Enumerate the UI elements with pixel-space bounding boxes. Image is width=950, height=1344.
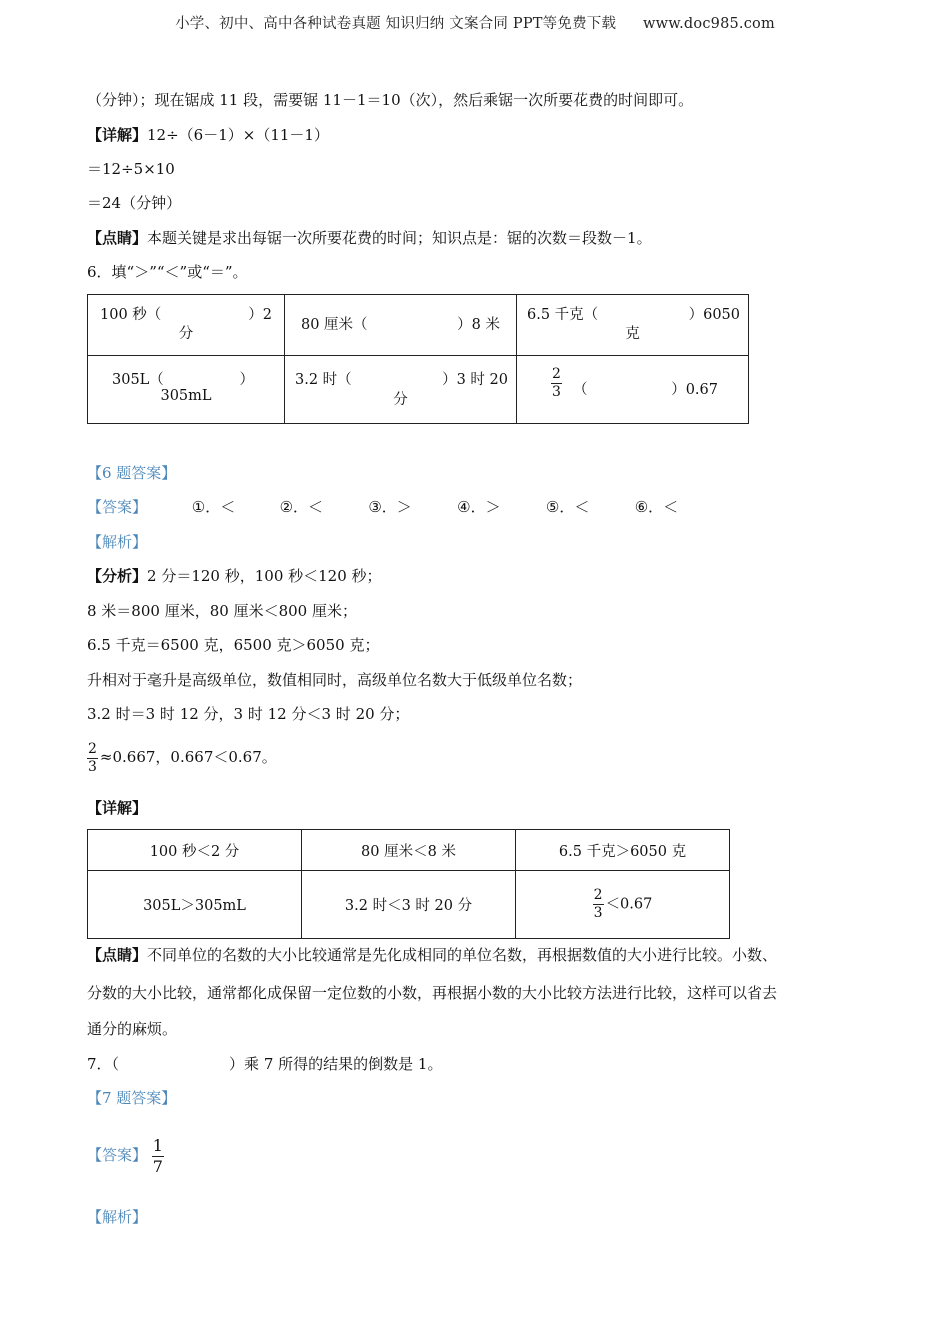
detail-cell: 305L＞305mL — [88, 871, 302, 939]
answer-label: 【答案】 — [87, 498, 148, 516]
q7-title-left: 7．（ — [87, 1055, 120, 1073]
fraction-denominator: 3 — [552, 384, 561, 400]
cell-text: 80 厘米（ — [301, 317, 368, 333]
fraction-numerator: 1 — [152, 1135, 163, 1155]
cell-text: ）6050 — [688, 307, 740, 323]
q6-cell-1 — [88, 295, 285, 356]
fraction-numerator: 2 — [552, 366, 561, 382]
q7-analysis-header: 【解析】 — [87, 1208, 148, 1226]
tip-label: 【点睛】 — [87, 946, 148, 964]
detail-line-2: ＝12÷5×10 — [87, 160, 175, 178]
tip-label: 【点睛】 — [87, 229, 148, 247]
cell-text: ）2 — [248, 307, 272, 323]
tip-line — [87, 228, 652, 248]
detail-cell: 3.2 时＜3 时 20 分 — [302, 871, 516, 939]
detail-label: 【详解】 — [87, 126, 148, 144]
q7-title-right: ）乘 7 所得的结果的倒数是 1。 — [229, 1055, 443, 1073]
page-header — [0, 12, 950, 33]
q6-tip-line-3: 通分的麻烦。 — [87, 1020, 178, 1038]
detail-text: ＜0.67 — [605, 896, 653, 913]
tip-text: 不同单位的名数的大小比较通常是先化成相同的单位名数，再根据数值的大小进行比较。小数、 — [147, 946, 778, 964]
q6-cell-2 — [285, 295, 517, 356]
analysis-line-3: 6.5 千克＝6500 克，6500 克＞6050 克； — [87, 636, 380, 654]
q7-title — [87, 1054, 442, 1074]
analysis-text: 2 分＝120 秒，100 秒＜120 秒； — [147, 567, 382, 585]
q6-answer-header: 【6 题答案】 — [87, 464, 177, 482]
analysis-text: ≈0.667，0.667＜0.67。 — [99, 748, 277, 766]
analysis-line-1 — [87, 566, 382, 586]
q6-tip-line-2: 分数的大小比较，通常都化成保留一定位数的小数，再根据小数的大小比较方法进行比较，这样可以省去 — [87, 984, 778, 1002]
answer-item: ①．＜ — [191, 498, 236, 516]
analysis-label: 【分析】 — [87, 567, 148, 585]
q7-answer-header: 【7 题答案】 — [87, 1089, 177, 1107]
cell-text: 克 — [625, 326, 640, 342]
q6-cell-6 — [517, 356, 749, 424]
analysis-line-6 — [87, 738, 277, 776]
header-site: www.doc985.com — [642, 16, 775, 32]
analysis-line-5: 3.2 时＝3 时 12 分，3 时 12 分＜3 时 20 分； — [87, 705, 410, 723]
q6-tip-line-1 — [87, 945, 777, 965]
fraction — [551, 366, 562, 401]
answer-item: ③．＞ — [368, 498, 412, 516]
detail-line-3: ＝24（分钟） — [87, 194, 182, 212]
answer-item: ④．＞ — [457, 498, 501, 516]
cell-text: ）8 米 — [457, 317, 500, 333]
intro-line: （分钟）；现在锯成 11 段，需要锯 11－1＝10（次），然后乘锯一次所要花费的时间即可。 — [87, 91, 694, 109]
cell-text: ） — [239, 372, 254, 388]
answer-item: ⑤．＜ — [545, 498, 590, 516]
cell-text: ）3 时 20 — [442, 372, 508, 388]
q6-analysis-header: 【解析】 — [87, 533, 148, 551]
detail-expr: 12÷（6－1）×（11－1） — [147, 126, 329, 144]
q6-detail-table — [87, 829, 730, 939]
answer-item: ②．＜ — [279, 498, 324, 516]
fraction — [593, 887, 604, 922]
detail-cell-fraction — [516, 871, 730, 939]
detail-line-1 — [87, 125, 329, 145]
cell-text: 分 — [178, 326, 194, 342]
cell-text: 100 秒（ — [100, 307, 162, 323]
q6-cell-4 — [88, 356, 285, 424]
fraction-denominator: 3 — [88, 758, 97, 775]
cell-text: 分 — [393, 392, 408, 408]
cell-text: 6.5 千克（ — [527, 307, 599, 323]
fraction — [152, 1136, 164, 1177]
cell-text: 305L（ — [112, 372, 164, 388]
cell-text: 3.2 时（ — [295, 372, 352, 388]
q7-answer-row — [87, 1133, 166, 1177]
fraction-numerator: 2 — [88, 740, 97, 757]
detail-cell: 80 厘米＜8 米 — [302, 830, 516, 871]
answer-label: 【答案】 — [87, 1146, 148, 1164]
detail-cell: 6.5 千克＞6050 克 — [516, 830, 730, 871]
fraction-denominator: 3 — [593, 905, 603, 921]
header-text: 小学、初中、高中各种试卷真题 知识归纳 文案合同 PPT等免费下载 — [175, 16, 617, 32]
detail-cell: 100 秒＜2 分 — [88, 830, 302, 871]
analysis-line-2: 8 米＝800 厘米，80 厘米＜800 厘米； — [87, 602, 357, 620]
fraction-denominator: 7 — [152, 1156, 163, 1176]
q6-answer-row — [87, 497, 695, 517]
q6-cell-3 — [517, 295, 749, 356]
q6-title: 6．填“＞”“＜”或“＝”。 — [87, 263, 248, 281]
fraction — [87, 741, 98, 776]
answer-item: ⑥．＜ — [634, 498, 679, 516]
fraction-numerator: 2 — [593, 887, 603, 903]
tip-text: 本题关键是求出每锯一次所要花费的时间；知识点是：锯的次数＝段数－1。 — [147, 229, 652, 247]
q6-question-table — [87, 294, 749, 424]
q6-detail-label: 【详解】 — [87, 799, 148, 817]
cell-text: ）0.67 — [671, 382, 718, 398]
analysis-line-4: 升相对于毫升是高级单位，数值相同时，高级单位名数大于低级单位名数； — [87, 671, 583, 689]
cell-text: 305mL — [160, 388, 212, 404]
cell-text: （ — [573, 382, 588, 398]
q6-cell-5 — [285, 356, 517, 424]
